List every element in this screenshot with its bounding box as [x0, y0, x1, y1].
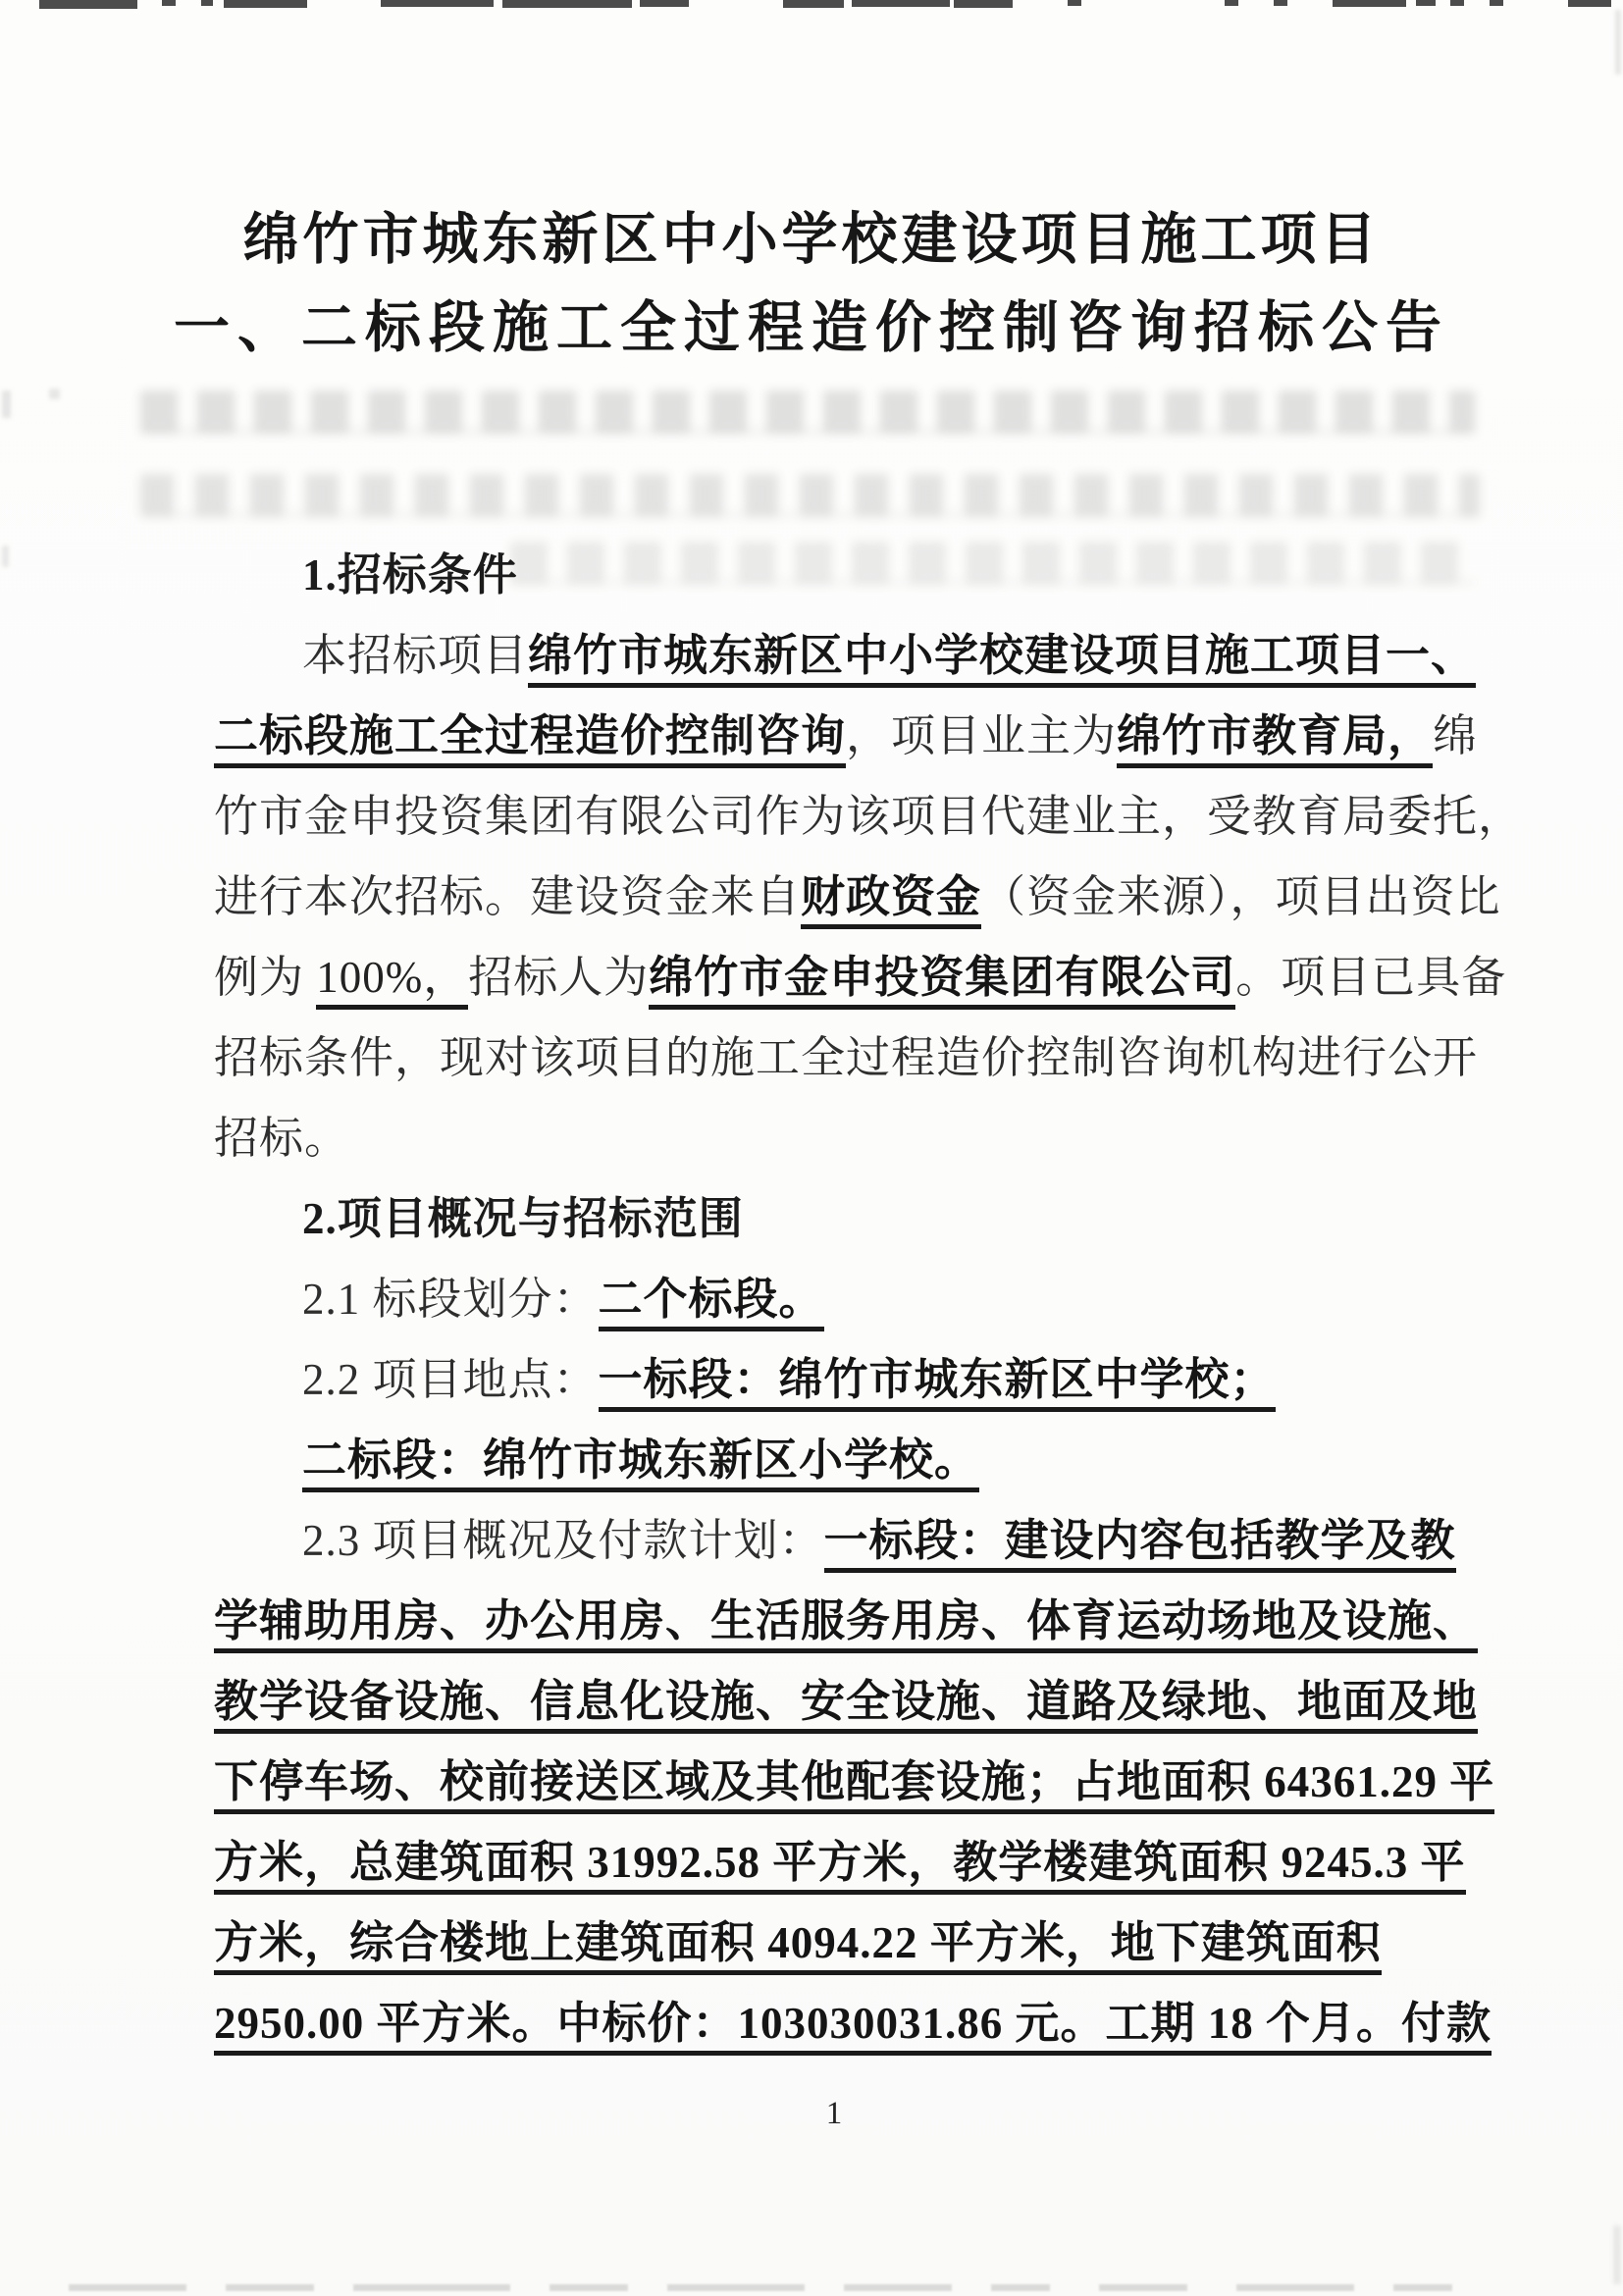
- scan-dash: [162, 0, 176, 6]
- text-segment: 教学设备设施、信息化设施、安全设施、道路及绿地、地面及地: [214, 1677, 1478, 1734]
- scan-dash: [1236, 2284, 1354, 2291]
- text-segment: 绵竹市金申投资集团有限公司: [649, 953, 1235, 1010]
- ghost-text-bleedthrough-row: [140, 391, 1475, 434]
- body-line: [214, 1339, 1490, 1420]
- scan-dash: [381, 0, 494, 7]
- body-line: [214, 937, 1507, 1018]
- scan-dash: [1490, 0, 1503, 6]
- text-segment: 招标。: [214, 1114, 350, 1163]
- scan-dash: [667, 2284, 805, 2291]
- ghost-text-bleedthrough-row: [140, 474, 1480, 517]
- body-line: [214, 1822, 1490, 1903]
- scan-dash: [1333, 0, 1406, 7]
- text-segment: 二个标段。: [599, 1275, 824, 1331]
- scan-dash: [224, 0, 307, 8]
- scan-dash: [1099, 2284, 1187, 2291]
- text-segment: 本招标项目: [302, 631, 529, 680]
- scan-dash: [783, 0, 844, 8]
- scan-smudge: [2, 546, 9, 567]
- text-segment: 2.项目概况与招标范围: [302, 1194, 744, 1243]
- body-line: [214, 696, 1490, 776]
- body-line: [214, 1259, 1490, 1339]
- body-line: [214, 1661, 1490, 1742]
- text-segment: 学辅助用房、办公用房、生活服务用房、体育运动场地及设施、: [214, 1596, 1478, 1653]
- text-segment: 方米，综合楼地上建筑面积 4094.22 平方米，地下建筑面积: [214, 1918, 1382, 1975]
- body-line: [214, 1098, 1490, 1178]
- text-segment: 绵: [1433, 711, 1479, 760]
- text-segment: 2950.00 平方米。中标价：103030031.86 元。工期 18 个月。付款: [214, 1999, 1492, 2056]
- body-line: [214, 1742, 1495, 1822]
- text-segment: 方米，总建筑面积 31992.58 平方米，教学楼建筑面积 9245.3 平: [214, 1838, 1466, 1895]
- body-line: [214, 615, 1490, 696]
- scan-dash: [852, 0, 950, 7]
- scan-dash: [1568, 0, 1611, 7]
- text-segment: 例为: [214, 953, 317, 1002]
- text-segment: 1.招标条件: [302, 550, 518, 600]
- body-line: [214, 1903, 1490, 1983]
- scan-dash: [550, 2284, 628, 2291]
- text-segment: （资金来源），项目出资比: [981, 872, 1501, 921]
- scan-dash: [1274, 0, 1287, 6]
- text-segment: 100%，: [316, 953, 468, 1010]
- body-lines: [214, 535, 1524, 2063]
- text-segment: 二标段：绵竹市城东新区小学校。: [302, 1435, 979, 1492]
- body-line: [214, 857, 1501, 937]
- scan-dash: [991, 2284, 1050, 2291]
- scan-smudge: [1613, 2225, 1621, 2284]
- body-line: [214, 1420, 1490, 1500]
- text-segment: 2.1 标段划分：: [302, 1275, 599, 1324]
- scan-dash: [201, 0, 213, 6]
- scan-dash: [1416, 0, 1436, 6]
- text-segment: 招标人为: [468, 953, 650, 1002]
- scan-dash: [502, 0, 632, 8]
- scan-dash: [226, 2284, 314, 2291]
- text-segment: 一标段：建设内容包括教学及教: [824, 1516, 1456, 1573]
- scan-dash: [39, 0, 137, 9]
- text-segment: 进行本次招标。建设资金来自: [214, 872, 802, 921]
- text-segment: 财政资金: [801, 872, 981, 929]
- text-segment: 绵竹市教育局，: [1117, 711, 1433, 768]
- text-segment: 2.2 项目地点：: [302, 1355, 599, 1404]
- scan-dash: [954, 0, 1013, 8]
- scan-smudge: [1615, 10, 1621, 75]
- section-heading: [214, 1178, 1490, 1259]
- body-line: [214, 1018, 1490, 1098]
- section-heading: [214, 535, 1490, 615]
- scan-dash: [353, 2284, 510, 2291]
- scan-dash: [1393, 2284, 1452, 2291]
- scan-dash: [1450, 0, 1464, 6]
- text-segment: 绵竹市城东新区中小学校建设项目施工项目一、: [528, 631, 1476, 688]
- scan-dash: [640, 0, 689, 7]
- text-segment: 招标条件，现对该项目的施工全过程造价控制咨询机构进行公开: [214, 1033, 1479, 1082]
- text-segment: 一标段：绵竹市城东新区中学校；: [599, 1355, 1276, 1412]
- text-segment: 2.3 项目概况及付款计划：: [302, 1516, 824, 1565]
- scan-smudge: [2, 391, 11, 418]
- page-number: 1: [825, 2096, 843, 2131]
- text-segment: 下停车场、校前接送区域及其他配套设施；占地面积 64361.29 平: [214, 1757, 1494, 1814]
- text-segment: 二标段施工全过程造价控制咨询: [214, 711, 846, 768]
- scan-dash: [1068, 0, 1081, 6]
- body-line: [214, 776, 1524, 857]
- body-line: [214, 1500, 1490, 1581]
- text-segment: 竹市金申投资集团有限公司作为该项目代建业主，受教育局委托，: [214, 792, 1524, 841]
- text-segment: ，项目业主为: [846, 711, 1118, 760]
- doc-title-line-2: 一、二标段施工全过程造价控制咨询招标公告: [174, 296, 1449, 359]
- scan-dash: [1225, 0, 1238, 6]
- scan-dash: [69, 2284, 186, 2291]
- text-segment: 。项目已具备: [1235, 953, 1507, 1002]
- doc-title-line-1: 绵竹市城东新区中小学校建设项目施工项目: [242, 208, 1381, 271]
- scan-dash: [844, 2284, 952, 2291]
- body-line: [214, 1983, 1490, 2063]
- scan-smudge: [49, 389, 60, 399]
- body-line: [214, 1581, 1490, 1661]
